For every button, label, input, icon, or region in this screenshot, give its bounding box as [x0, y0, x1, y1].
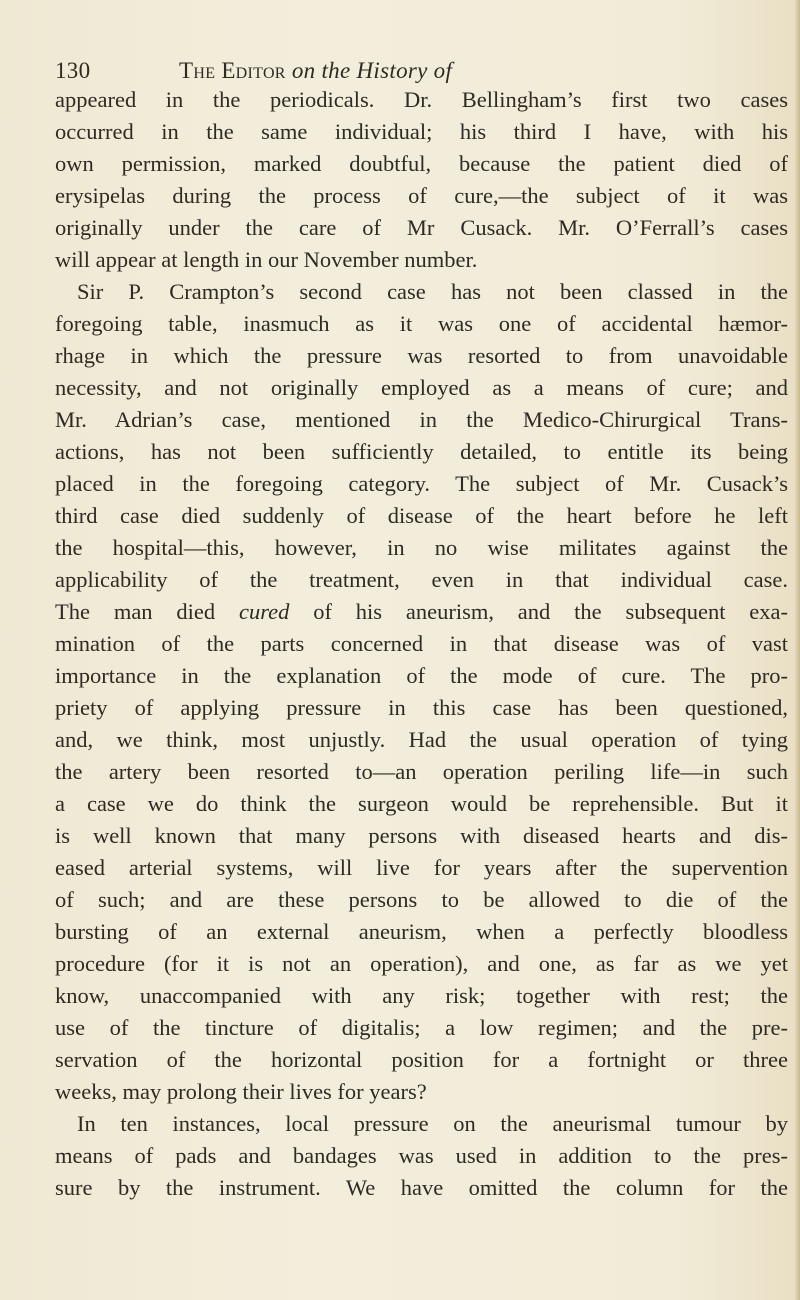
- running-head-title-italic: on the History of: [291, 58, 453, 83]
- text-line: priety of applying pressure in this case has been questioned,: [55, 695, 788, 720]
- emphasis-word: cured: [238, 599, 290, 624]
- text-line: means of pads and bandages was used in addition to the pres-: [55, 1143, 788, 1168]
- text-line: the hospital—this, however, in no wise militates against the: [55, 535, 788, 560]
- text-line: is well known that many persons with diseased hearts and dis-: [55, 823, 788, 848]
- text-line: rhage in which the pressure was resorted to from unavoidable: [55, 343, 788, 368]
- running-head-title-prefix: The Editor: [179, 58, 292, 83]
- text-line: actions, has not been sufficiently detailed, to entitle its being: [55, 439, 788, 464]
- text-line: necessity, and not originally employed as a means of cure; and: [55, 375, 788, 400]
- text-line: Sir P. Crampton’s second case has not been classed in the: [77, 279, 788, 304]
- text-line: servation of the horizontal position for a fortnight or three: [55, 1047, 788, 1072]
- text-line: originally under the care of Mr Cusack. Mr. O’Ferrall’s cases: [55, 215, 788, 240]
- body-text: [55, 84, 790, 1204]
- text-line: eased arterial systems, will live for years after the supervention: [55, 855, 788, 880]
- text-line: The man died cured of his aneurism, and the subsequent exa-: [55, 599, 788, 624]
- text-line: procedure (for it is not an operation), and one, as far as we yet: [55, 951, 788, 976]
- text-line: of such; and are these persons to be allowed to die of the: [55, 887, 788, 912]
- text-line: appeared in the periodicals. Dr. Bellingham’s first two cases: [55, 87, 788, 112]
- text-line: occurred in the same individual; his third I have, with his: [55, 119, 788, 144]
- text-line: will appear at length in our November number.: [55, 247, 478, 272]
- page-number: 130: [55, 58, 91, 83]
- text-line: know, unaccompanied with any risk; together with rest; the: [55, 983, 788, 1008]
- page-edge-shadow: [794, 0, 800, 1300]
- text-line: and, we think, most unjustly. Had the usual operation of tying: [55, 727, 788, 752]
- text-line: erysipelas during the process of cure,—the subject of it was: [55, 183, 788, 208]
- text-line: sure by the instrument. We have omitted the column for the: [55, 1175, 788, 1200]
- text-line: use of the tincture of digitalis; a low regimen; and the pre-: [55, 1015, 788, 1040]
- running-head-title: [179, 58, 452, 84]
- text-line: a case we do think the surgeon would be reprehensible. But it: [55, 791, 788, 816]
- text-line: placed in the foregoing category. The subject of Mr. Cusack’s: [55, 471, 788, 496]
- text-line: the artery been resorted to—an operation periling life—in such: [55, 759, 788, 784]
- text-line: applicability of the treatment, even in that individual case.: [55, 567, 788, 592]
- text-line: importance in the explanation of the mode of cure. The pro-: [55, 663, 788, 688]
- text-line: In ten instances, local pressure on the aneurismal tumour by: [77, 1111, 788, 1136]
- text-line: Mr. Adrian’s case, mentioned in the Medico-Chirurgical Trans-: [55, 407, 788, 432]
- text-line: weeks, may prolong their lives for years?: [55, 1079, 427, 1104]
- text-line: bursting of an external aneurism, when a perfectly bloodless: [55, 919, 788, 944]
- text-line: foregoing table, inasmuch as it was one of accidental hæmor-: [55, 311, 788, 336]
- text-line: third case died suddenly of disease of the heart before he left: [55, 503, 788, 528]
- text-line: mination of the parts concerned in that disease was of vast: [55, 631, 788, 656]
- text-line: own permission, marked doubtful, because the patient died of: [55, 151, 788, 176]
